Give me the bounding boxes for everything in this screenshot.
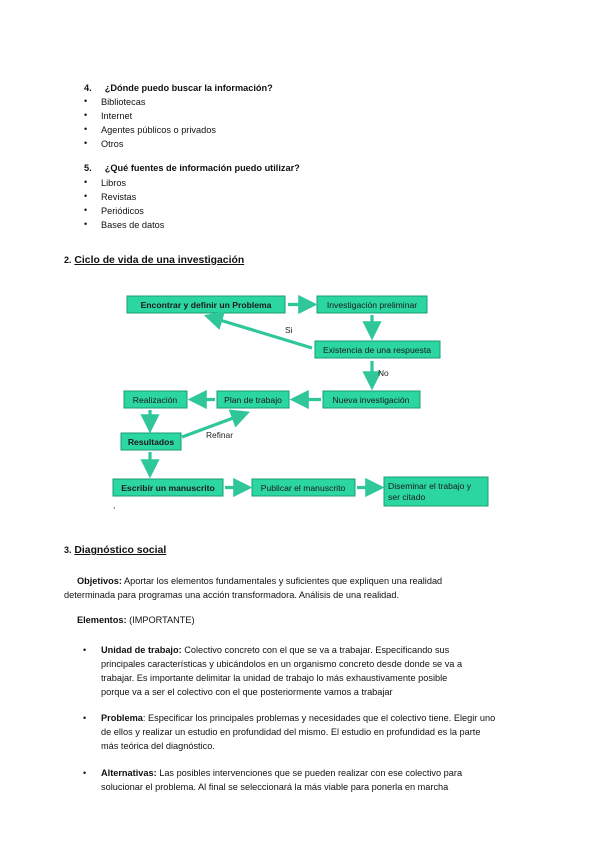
box-plan-trabajo bbox=[217, 391, 289, 408]
box-publicar-label: Publicar el manuscrito bbox=[260, 483, 346, 493]
problema-text-3: más teórica del diagnóstico. bbox=[101, 741, 215, 751]
elementos-label: Elementos: bbox=[77, 615, 127, 625]
list-item: Agentes públicos o privados bbox=[101, 125, 216, 135]
bullet-icon: • bbox=[84, 96, 88, 106]
unidad-label: Unidad de trabajo: bbox=[101, 645, 182, 655]
bullet-icon: • bbox=[84, 110, 88, 120]
bullet-icon: • bbox=[83, 645, 87, 655]
problema-line1 bbox=[101, 711, 495, 726]
objetivos-text-2: determinada para programas una acción transformadora. Análisis de una realidad. bbox=[64, 590, 400, 600]
arrow-existencia-to-encontrar bbox=[210, 317, 312, 348]
section-2-title: Ciclo de vida de una investigación bbox=[74, 255, 245, 266]
list-item: Bibliotecas bbox=[101, 97, 146, 107]
alternativas-line1 bbox=[101, 766, 462, 781]
bullet-icon: • bbox=[84, 138, 88, 148]
box-diseminar bbox=[384, 477, 488, 506]
box-resultados bbox=[121, 433, 181, 450]
box-escribir bbox=[113, 479, 223, 496]
label-si: Si bbox=[285, 325, 293, 335]
box-investigacion-preliminar-label: Investigación preliminar bbox=[326, 300, 418, 310]
elementos-note: (IMPORTANTE) bbox=[126, 615, 195, 625]
problema-text-2: de ellos y realizar un estudio en profundidad del mismo. El estudio en profundidad es la parte bbox=[101, 727, 481, 737]
bullet-icon: • bbox=[84, 177, 88, 187]
box-realizacion bbox=[124, 391, 187, 408]
question-4-number: 4. bbox=[84, 83, 92, 93]
alternativas-text-1: Las posibles intervenciones que se pueden realizar con ese colectivo para bbox=[156, 768, 463, 778]
objetivos-line1 bbox=[77, 574, 442, 589]
question-5-number: 5. bbox=[84, 163, 92, 173]
section-3-title: Diagnóstico social bbox=[74, 545, 167, 556]
unidad-text-2: principales características y ubicándolos en un organismo concreto desde donde se va a bbox=[101, 659, 463, 669]
section-2-number: 2. bbox=[64, 255, 72, 265]
bullet-icon: • bbox=[84, 205, 88, 215]
box-encontrar bbox=[127, 296, 285, 313]
elementos-line bbox=[77, 613, 195, 628]
box-diseminar-label-line2: ser citado bbox=[388, 492, 426, 502]
list-item: Periódicos bbox=[101, 206, 144, 216]
question-4 bbox=[84, 81, 273, 95]
bullet-icon: • bbox=[84, 219, 88, 229]
unidad-text-4: porque va a ser el colectivo con el que posteriormente vamos a trabajar bbox=[101, 687, 393, 697]
box-existencia-label: Existencia de una respuesta bbox=[323, 345, 431, 355]
objetivos-text-1: Aportar los elementos fundamentales y suficientes que expliquen una realidad bbox=[121, 576, 443, 586]
list-item: Internet bbox=[101, 111, 133, 121]
label-no: No bbox=[378, 368, 389, 378]
list-item: Libros bbox=[101, 178, 127, 188]
unidad-line1 bbox=[101, 643, 449, 658]
question-5-text: ¿Qué fuentes de información puedo utilizar? bbox=[104, 163, 300, 173]
unidad-text-3: trabajar. Es importante delimitar la unidad de trabajo lo más exhaustivamente posible bbox=[101, 673, 448, 683]
box-publicar bbox=[252, 479, 355, 496]
box-nueva-investigacion bbox=[323, 391, 420, 408]
diagram-stray-mark: , bbox=[113, 500, 116, 510]
box-encontrar-label: Encontrar y definir un Problema bbox=[140, 300, 272, 310]
box-resultados-label: Resultados bbox=[127, 437, 175, 447]
bullet-icon: • bbox=[84, 191, 88, 201]
bullet-icon: • bbox=[83, 768, 87, 778]
box-diseminar-label-line1: Diseminar el trabajo y bbox=[388, 481, 472, 491]
list-item: Revistas bbox=[101, 192, 137, 202]
box-realizacion-label: Realización bbox=[132, 395, 178, 405]
objetivos-label: Objetivos: bbox=[77, 576, 122, 586]
list-item: Otros bbox=[101, 139, 124, 149]
section-2-heading bbox=[64, 255, 244, 266]
research-lifecycle-diagram bbox=[110, 286, 490, 516]
box-investigacion-preliminar bbox=[317, 296, 427, 313]
box-existencia bbox=[315, 341, 440, 358]
alternativas-text-2: solucionar el problema. Al final se seleccionará la más viable para ponerla en marcha bbox=[101, 782, 449, 792]
alternativas-label: Alternativas: bbox=[101, 768, 157, 778]
list-item: Bases de datos bbox=[101, 220, 165, 230]
box-nueva-investigacion-label: Nueva investigación bbox=[332, 395, 410, 405]
box-plan-trabajo-label: Plan de trabajo bbox=[224, 395, 282, 405]
section-3-number: 3. bbox=[64, 545, 72, 555]
bullet-icon: • bbox=[84, 124, 88, 134]
bullet-icon: • bbox=[83, 713, 87, 723]
label-refinar: Refinar bbox=[206, 430, 233, 440]
question-5 bbox=[84, 161, 300, 175]
problema-label: Problema bbox=[101, 713, 143, 723]
unidad-text-1: Colectivo concreto con el que se va a trabajar. Especificando sus bbox=[181, 645, 450, 655]
question-4-text: ¿Dónde puedo buscar la información? bbox=[104, 83, 273, 93]
section-3-heading bbox=[64, 545, 166, 556]
problema-text-1: : Especificar los principales problemas y necesidades que el colectivo tiene. Elegir uno bbox=[142, 713, 496, 723]
box-escribir-label: Escribir un manuscrito bbox=[121, 483, 215, 493]
